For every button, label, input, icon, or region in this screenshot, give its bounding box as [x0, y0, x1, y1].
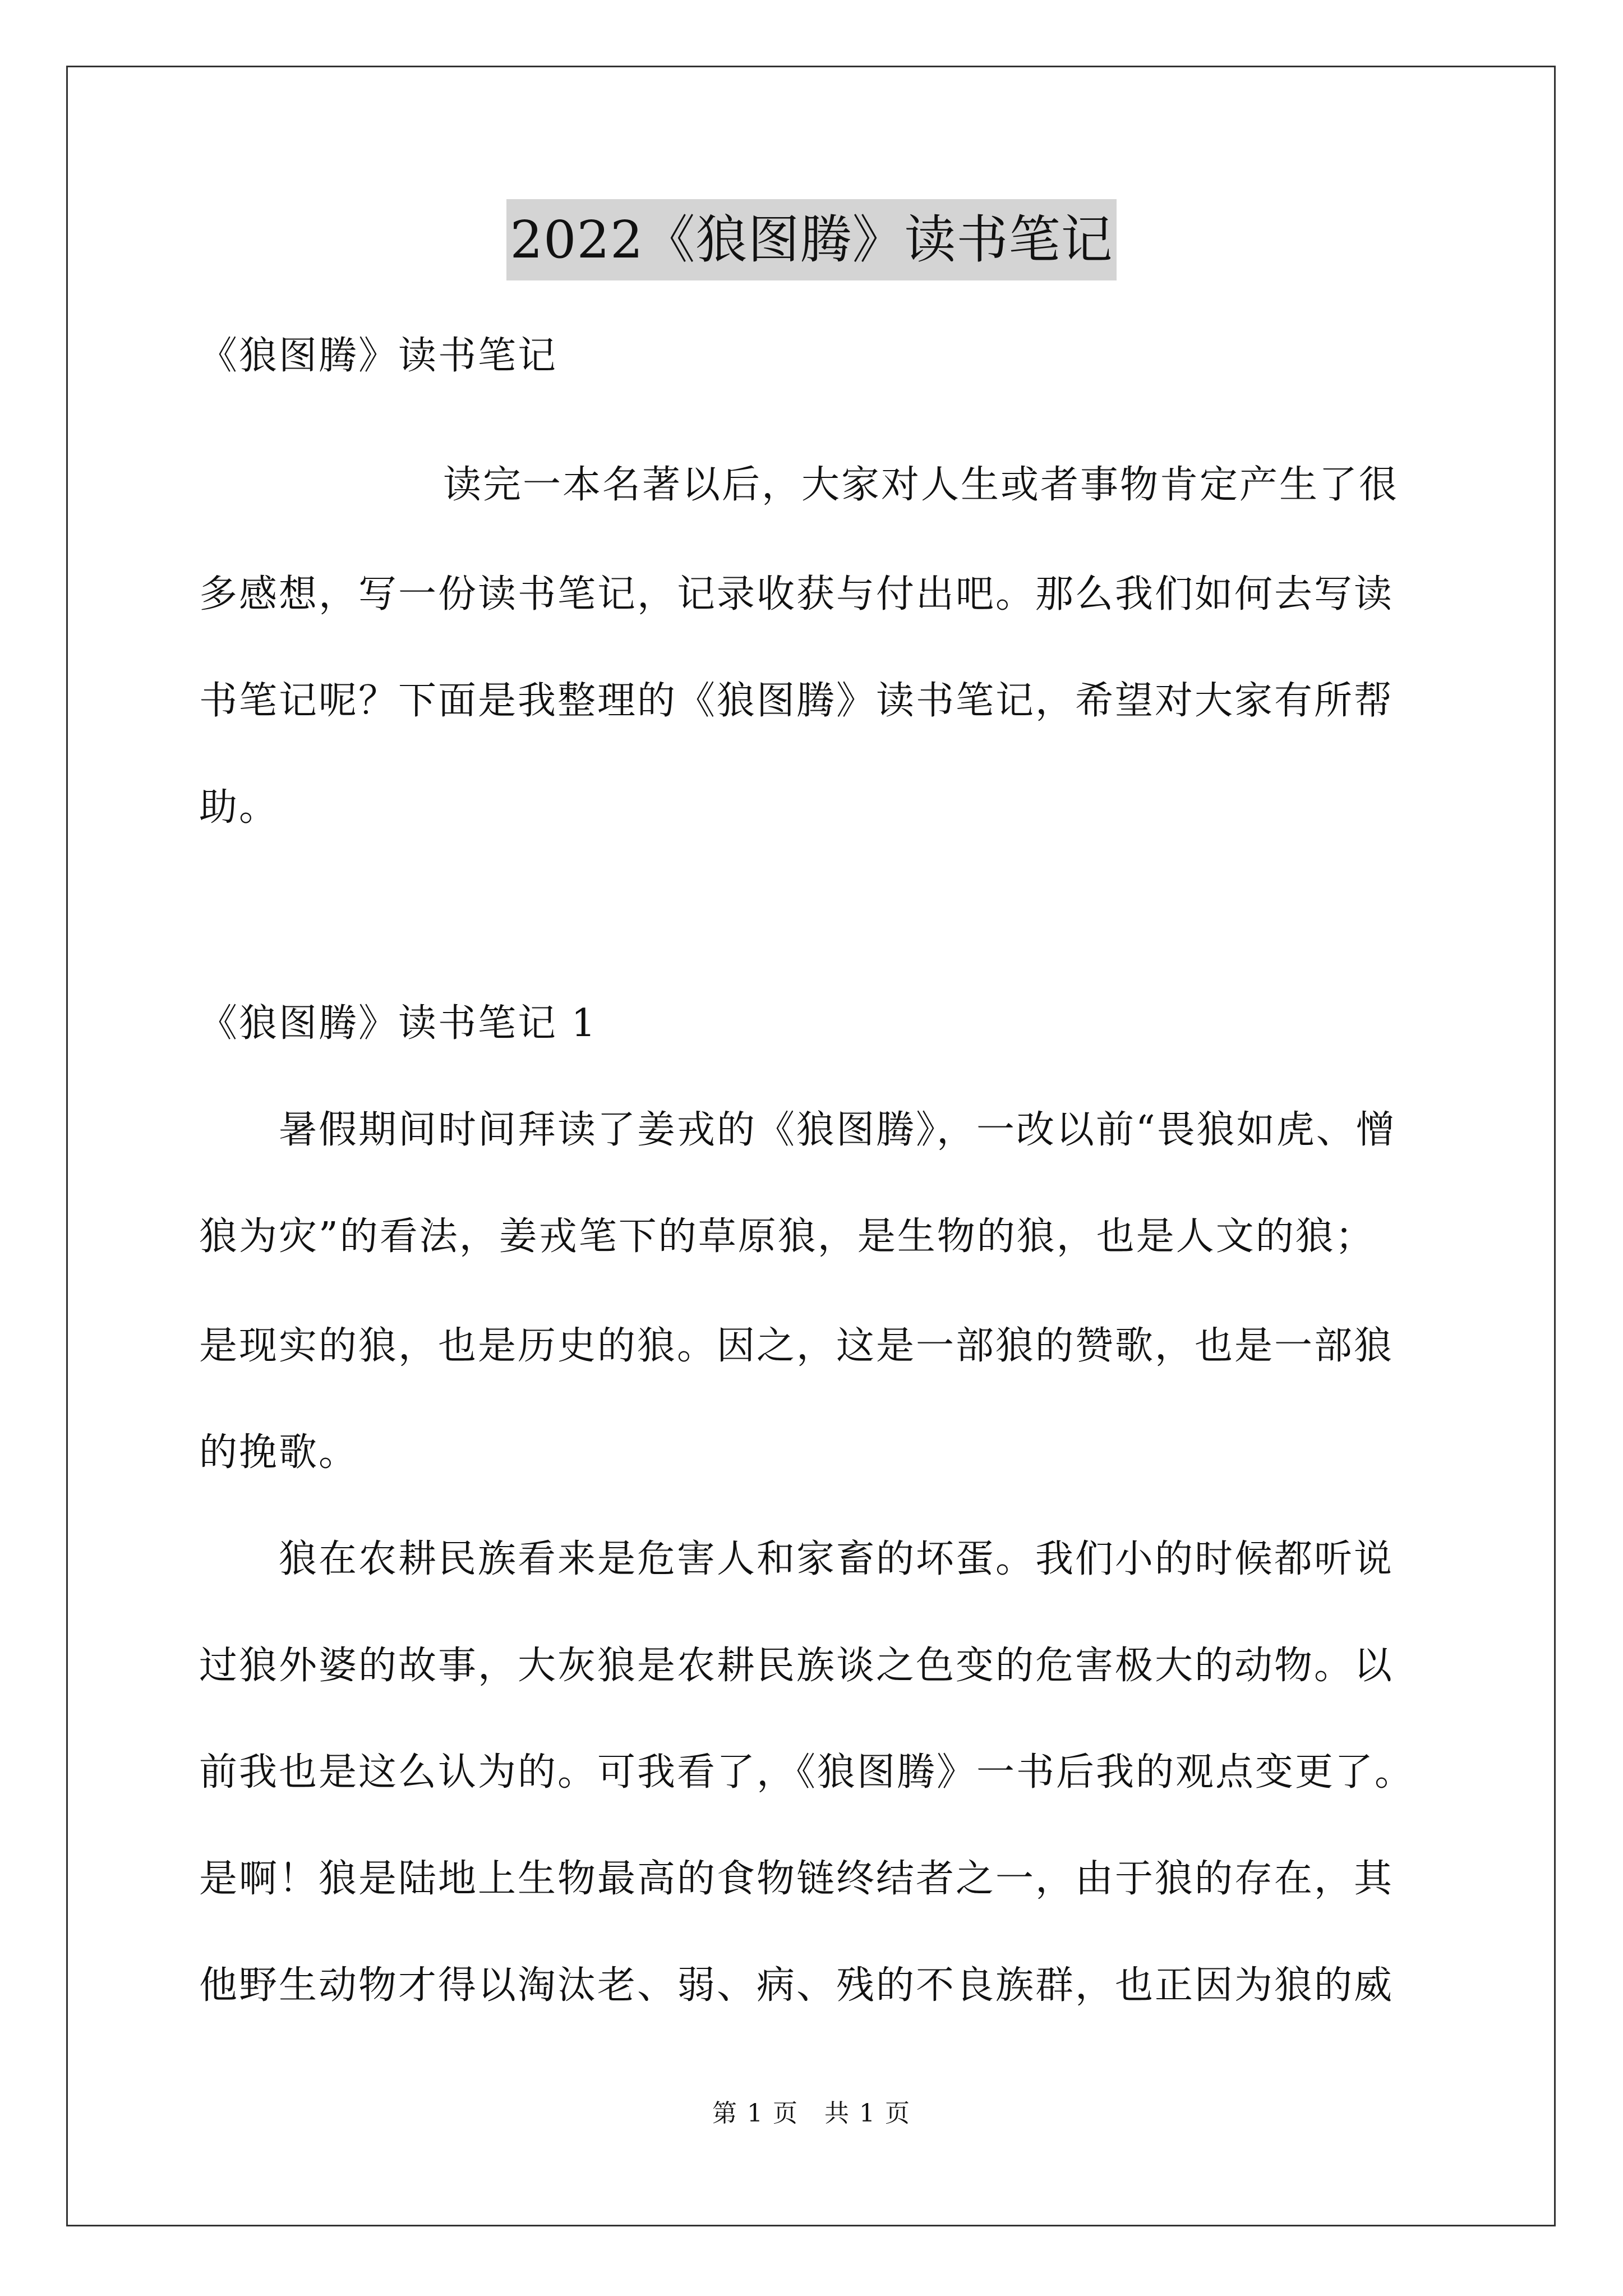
paragraph-line: 前我也是这么认为的。可我看了，《狼图腾》一书后我的观点变更了。	[199, 1750, 1415, 1795]
paragraph-line: 暑假期间时间拜读了姜戎的《狼图腾》，一改以前“畏狼如虎、憎	[279, 1108, 1396, 1152]
section-heading: 《狼图腾》读书笔记 1	[199, 1001, 597, 1046]
subtitle: 《狼图腾》读书笔记	[199, 334, 558, 378]
paragraph-line: 狼为灾”的看法，姜戎笔下的草原狼，是生物的狼，也是人文的狼；	[199, 1214, 1375, 1259]
paragraph-line: 过狼外婆的故事，大灰狼是农耕民族谈之色变的危害极大的动物。以	[199, 1644, 1394, 1688]
page-footer: 第 1 页 共 1 页	[712, 2099, 911, 2128]
intro-line: 书笔记呢？下面是我整理的《狼图腾》读书笔记，希望对大家有所帮	[199, 679, 1394, 723]
paragraph-line: 的挽歌。	[199, 1430, 359, 1475]
intro-line: 读完一本名著以后，大家对人生或者事物肯定产生了很	[443, 463, 1399, 507]
paragraph-line: 是啊！狼是陆地上生物最高的食物链终结者之一，由于狼的存在，其	[199, 1857, 1394, 1901]
document-title: 2022《狼图腾》读书笔记	[506, 199, 1116, 280]
intro-line: 多感想，写一份读书笔记，记录收获与付出吧。那么我们如何去写读	[199, 572, 1394, 616]
paragraph-line: 是现实的狼，也是历史的狼。因之，这是一部狼的赞歌，也是一部狼	[199, 1324, 1394, 1368]
title-container	[0, 199, 1623, 280]
intro-line: 助。	[199, 785, 279, 830]
paragraph-line: 他野生动物才得以淘汰老、弱、病、残的不良族群，也正因为狼的威	[199, 1963, 1394, 2008]
paragraph-line: 狼在农耕民族看来是危害人和家畜的坏蛋。我们小的时候都听说	[279, 1537, 1394, 1581]
